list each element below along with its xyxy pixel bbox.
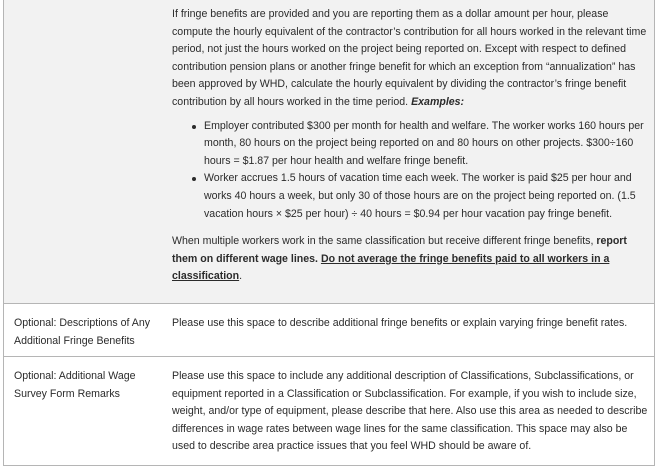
fringe-main-paragraph [172, 6, 648, 112]
table-row-descriptions [4, 303, 654, 356]
table-row-fringe-benefits [4, 0, 654, 303]
fringe-main-text: If fringe benefits are provided and you are reporting them as a dollar amount per hour, please compute the hourly equivalent of the contractor’s contribution for all hours worked in the relevant time period, not just the hours worked on the project being reported on. Except with respect to defined contribution pension plans or another fringe benefit for which an exception from “annualization” has been approved by WHD, calculate the hourly equivalent by dividing the contractor’s fringe benefit contribution by all hours worked in the time period. [172, 8, 647, 108]
descriptions-label: Optional: Descriptions of Any Additional Fringe Benefits [14, 317, 151, 347]
fringe-benefits-instructions [172, 6, 648, 286]
example-item-vacation: Worker accrues 1.5 hours of vacation time each week. The worker is paid $25 per hour and works 40 hours a week, but only 30 of those hours are on the project being reported on. (1.5 vacation hours × $25 per hour) ÷ 40 hours = $0.94 per hour vacation pay fringe benefit. [204, 170, 648, 223]
descriptions-text: Please use this space to describe additional fringe benefits or explain varying fringe benefit rates. [172, 317, 628, 329]
fringe-closing-paragraph [172, 233, 648, 286]
remarks-label: Optional: Additional Wage Survey Form Remarks [14, 370, 136, 400]
closing-end-text: . [239, 270, 243, 283]
example-item-health: Employer contributed $300 per month for health and welfare. The worker works 160 hours per month, 80 hours on the project being reported on and 80 hours on other projects. $300÷160 hours = $1.87 per hour health and welfare fringe benefit. [204, 118, 648, 171]
examples-label: Examples: [411, 95, 465, 108]
closing-bold-underlined-text: Do not average the fringe benefits paid to all workers in a classification [172, 252, 610, 283]
instructions-table [3, 0, 655, 466]
table-row-remarks [4, 356, 654, 465]
examples-list [172, 118, 648, 224]
closing-bold-text: report them on different wage lines. [172, 235, 627, 265]
remarks-text: Please use this space to include any additional description of Classifications, Subclassifications, or equipment reported in a Classification or Subclassification. For example, if you wish to include size, weight, and/or type of equipment, please describe that here. Also use this area as needed to describe differences in wage rates between wage lines for the same classification. This space may also be used to describe area practice issues that you feel WHD should be aware of. [172, 370, 648, 453]
closing-plain-text: When multiple workers work in the same classification but receive different fringe benefits, [172, 235, 597, 248]
